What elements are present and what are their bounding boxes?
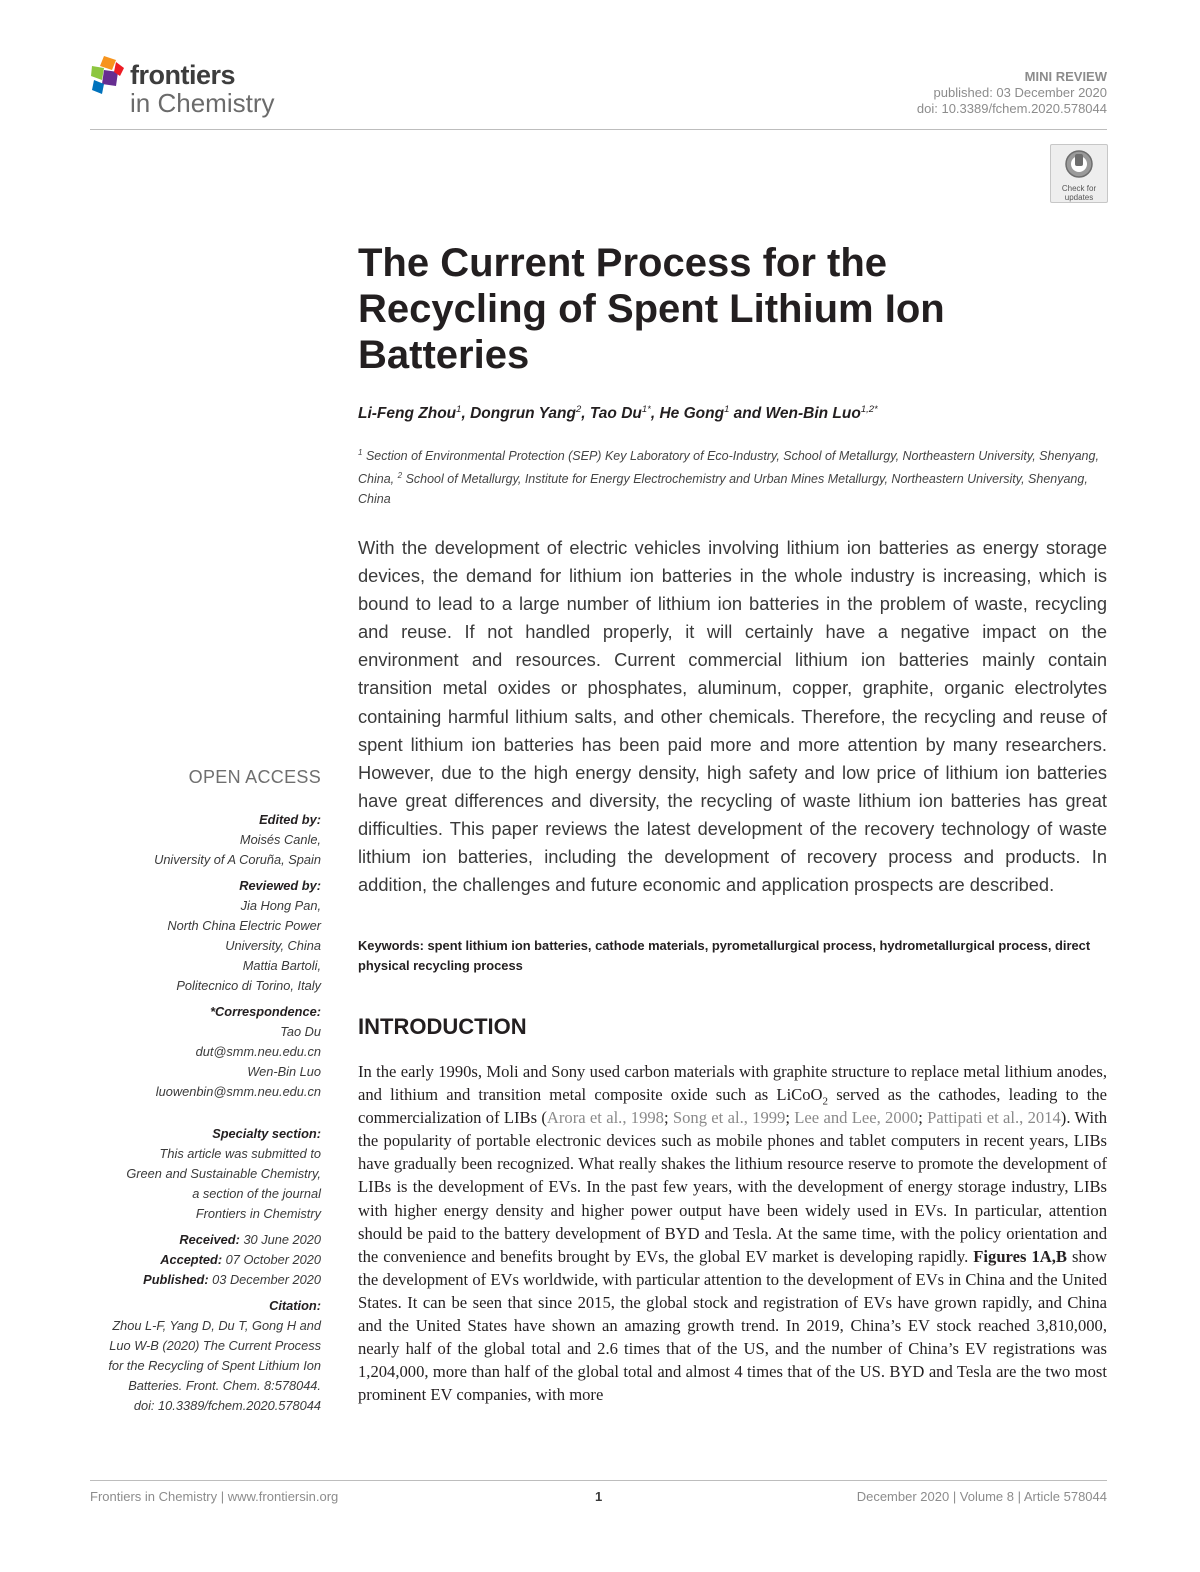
author-name[interactable]: Li-Feng Zhou bbox=[358, 405, 457, 423]
intro-text: ; bbox=[785, 1108, 795, 1128]
author-name[interactable]: Tao Du bbox=[589, 405, 642, 423]
citation-link[interactable]: Arora et al., 1998 bbox=[546, 1108, 664, 1128]
edited-by-label: Edited by: bbox=[259, 812, 321, 827]
correspondence-section bbox=[81, 1002, 321, 1102]
crossmark-label-1: Check for bbox=[1061, 184, 1097, 193]
author-affil-sup: 1* bbox=[641, 404, 651, 415]
open-access-label: OPEN ACCESS bbox=[188, 767, 321, 787]
introduction-body bbox=[358, 1060, 1107, 1406]
accepted-label: Accepted: bbox=[160, 1252, 223, 1267]
editor-name[interactable]: Moisés Canle, bbox=[239, 832, 321, 847]
received-row bbox=[81, 1230, 321, 1250]
specialty-text: This article was submitted to bbox=[159, 1146, 321, 1161]
published-date: published: 03 December 2020 bbox=[933, 85, 1107, 100]
published-date-sidebar: 03 December 2020 bbox=[212, 1272, 321, 1287]
logo-word-frontiers: frontiers bbox=[130, 60, 236, 90]
author-affil-sup: 2 bbox=[575, 404, 582, 415]
citation-section bbox=[81, 1296, 321, 1416]
citation-label: Citation: bbox=[269, 1298, 321, 1313]
received-date: 30 June 2020 bbox=[243, 1232, 321, 1247]
author-affil-sup: 1,2* bbox=[860, 404, 878, 415]
article-info-sidebar bbox=[81, 810, 321, 1422]
published-label: Published: bbox=[143, 1272, 209, 1287]
intro-text: show the development of EVs worldwide, with particular attention to the development of EVs in China and the United States. It can be seen that since 2015, the global stock and registration of EVs have grown rapidly, and China and the United States have shown an amazing growth trend. In 2019, China’s EV stock reached 3,810,000, nearly half of the global total and 2.6 times that of the US, and the number of China’s EV registrations was 1,204,000, more than half of the global total and almost 4 times that of the US. BYD and Tesla are the two most prominent EV companies, with more bbox=[358, 1246, 1107, 1405]
published-row bbox=[81, 1270, 321, 1290]
received-label: Received: bbox=[179, 1232, 240, 1247]
citation-link[interactable]: Song et al., 1999 bbox=[672, 1108, 786, 1128]
citation-link[interactable]: Lee and Lee, 2000 bbox=[794, 1108, 919, 1128]
article-title: The Current Process for the Recycling of Spent Lithium Ion Batteries bbox=[358, 241, 945, 377]
dates-section bbox=[81, 1230, 321, 1290]
affiliation-2: School of Metallurgy, Institute for Energy Electrochemistry and Urban Mines Metallurgy, Northeastern University, Shenyang, China bbox=[358, 472, 1088, 507]
figure-reference-link[interactable]: Figures 1A,B bbox=[973, 1246, 1067, 1266]
author-name[interactable]: He Gong bbox=[659, 405, 725, 423]
correspondent-name: Wen-Bin Luo bbox=[247, 1064, 321, 1079]
accepted-row bbox=[81, 1250, 321, 1270]
specialty-section bbox=[81, 1124, 321, 1224]
citation-link[interactable]: Pattipati et al., 2014 bbox=[927, 1108, 1061, 1128]
editor-affiliation: University of A Coruña, Spain bbox=[154, 852, 321, 867]
citation-text: for the Recycling of Spent Lithium Ion bbox=[108, 1358, 321, 1373]
journal-logo bbox=[90, 52, 300, 122]
accepted-date: 07 October 2020 bbox=[225, 1252, 321, 1267]
author-affil-sup: 1 bbox=[456, 404, 462, 415]
sidebar-spacer bbox=[81, 1108, 321, 1124]
specialty-label: Specialty section: bbox=[212, 1126, 321, 1141]
specialty-text: Green and Sustainable Chemistry, bbox=[126, 1166, 321, 1181]
intro-text: ). With the popularity of portable electronic devices such as mobile phones and tablet computers in recent years, LIBs have gradually been recognized. What really shakes the lithium resource reserve to promote the development of LIBs is the development of EVs. In the past few years, with the development of energy storage industry, LIBs with higher energy density and higher power output have been widely used in EVs. In particular, attention should be paid to the battery development of BYD and Tesla. At the same time, with the policy orientation and the convenience and benefits brought by EVs, the global EV market is developing rapidly. bbox=[358, 1108, 1107, 1266]
citation-text: Zhou L-F, Yang D, Du T, Gong H and bbox=[112, 1318, 321, 1333]
citation-doi[interactable]: doi: 10.3389/fchem.2020.578044 bbox=[133, 1398, 321, 1413]
article-type: MINI REVIEW bbox=[1024, 69, 1107, 84]
abstract: With the development of electric vehicles involving lithium ion batteries as energy storage devices, the demand for lithium ion batteries in the whole industry is increasing, which is bound to lead to a large number of lithium ion batteries in the problem of waste, recycling and reuse. If not handled properly, it will certainly have a negative impact on the environment and resources. Current commercial lithium ion batteries mainly contain transition metal oxides or phosphates, aluminum, copper, graphite, organic electrolytes containing harmful lithium salts, and other chemicals. Therefore, the recycling and reuse of spent lithium ion batteries has been paid more and more attention by many researchers. However, due to the high energy density, high safety and low price of lithium ion batteries have great differences and diversity, the recycling of waste lithium ion batteries has great difficulties. This paper reviews the latest development of the recovery technology of waste lithium ion batteries, including the development of recovery process and products. In addition, the challenges and future economic and application prospects are described. bbox=[358, 537, 1107, 896]
specialty-text: Frontiers in Chemistry bbox=[195, 1206, 321, 1221]
edited-by-section bbox=[81, 810, 321, 870]
page-number: 1 bbox=[595, 1489, 603, 1504]
intro-text: ; bbox=[918, 1108, 928, 1128]
reviewed-by-section bbox=[81, 876, 321, 996]
affiliation-sup: 1 bbox=[358, 448, 363, 457]
reviewer-affiliation: North China Electric Power bbox=[167, 918, 321, 933]
frontiers-logo-icon bbox=[90, 54, 126, 98]
intro-text: served as the cathodes, leading to the commercialization of LIBs ( bbox=[358, 1085, 1107, 1128]
affiliations bbox=[358, 443, 1108, 509]
reviewer-name[interactable]: Mattia Bartoli, bbox=[242, 958, 321, 973]
author-name[interactable]: Dongrun Yang bbox=[470, 405, 576, 423]
author-list bbox=[358, 404, 1118, 423]
reviewed-by-label: Reviewed by: bbox=[239, 878, 321, 893]
author-separator: and bbox=[729, 405, 766, 423]
header-divider bbox=[90, 129, 1107, 130]
correspondent-email[interactable]: luowenbin@smm.neu.edu.cn bbox=[155, 1084, 321, 1099]
section-heading-introduction: INTRODUCTION bbox=[358, 1014, 527, 1039]
reviewer-affiliation: University, China bbox=[225, 938, 321, 953]
author-name[interactable]: Wen-Bin Luo bbox=[765, 405, 861, 423]
correspondent-name: Tao Du bbox=[280, 1024, 321, 1039]
footer-divider bbox=[90, 1480, 1107, 1481]
citation-text: Luo W-B (2020) The Current Process bbox=[109, 1338, 321, 1353]
keywords: Keywords: spent lithium ion batteries, cathode materials, pyrometallurgical process, hydrometallurgical process, direct physical recycling process bbox=[358, 938, 1091, 973]
doi[interactable]: doi: 10.3389/fchem.2020.578044 bbox=[916, 101, 1107, 116]
reviewer-affiliation: Politecnico di Torino, Italy bbox=[176, 978, 321, 993]
citation-text: Batteries. Front. Chem. 8:578044. bbox=[128, 1378, 321, 1393]
author-separator: , bbox=[461, 405, 471, 423]
footer-issue-info: December 2020 | Volume 8 | Article 578044 bbox=[856, 1489, 1107, 1504]
correspondent-email[interactable]: dut@smm.neu.edu.cn bbox=[195, 1044, 321, 1059]
author-affil-sup: 1 bbox=[724, 404, 730, 415]
intro-text: ; bbox=[663, 1108, 673, 1128]
crossmark-label-2: updates bbox=[1064, 193, 1094, 202]
author-separator: , bbox=[581, 405, 590, 423]
author-separator: , bbox=[650, 405, 660, 423]
check-for-updates-badge[interactable] bbox=[1050, 144, 1108, 203]
affiliation-sup: 2 bbox=[397, 471, 403, 481]
affiliation-1: Section of Environmental Protection (SEP) Key Laboratory of Eco-Industry, School of Metallurgy, Northeastern University, Shenyang, China, bbox=[358, 449, 1099, 487]
correspondence-label: *Correspondence: bbox=[210, 1004, 321, 1019]
subscript: 2 bbox=[822, 1095, 829, 1108]
footer-journal-site[interactable]: Frontiers in Chemistry | www.frontiersin.org bbox=[90, 1489, 339, 1504]
reviewer-name[interactable]: Jia Hong Pan, bbox=[240, 898, 321, 913]
specialty-text: a section of the journal bbox=[192, 1186, 321, 1201]
intro-text: In the early 1990s, Moli and Sony used carbon materials with graphite structure to replace metal lithium anodes, and lithium and transition metal composite oxide such as LiCoO bbox=[358, 1062, 1107, 1105]
crossmark-icon bbox=[1064, 149, 1094, 179]
logo-word-journal: in Chemistry bbox=[130, 88, 275, 118]
article-meta bbox=[917, 69, 1107, 117]
